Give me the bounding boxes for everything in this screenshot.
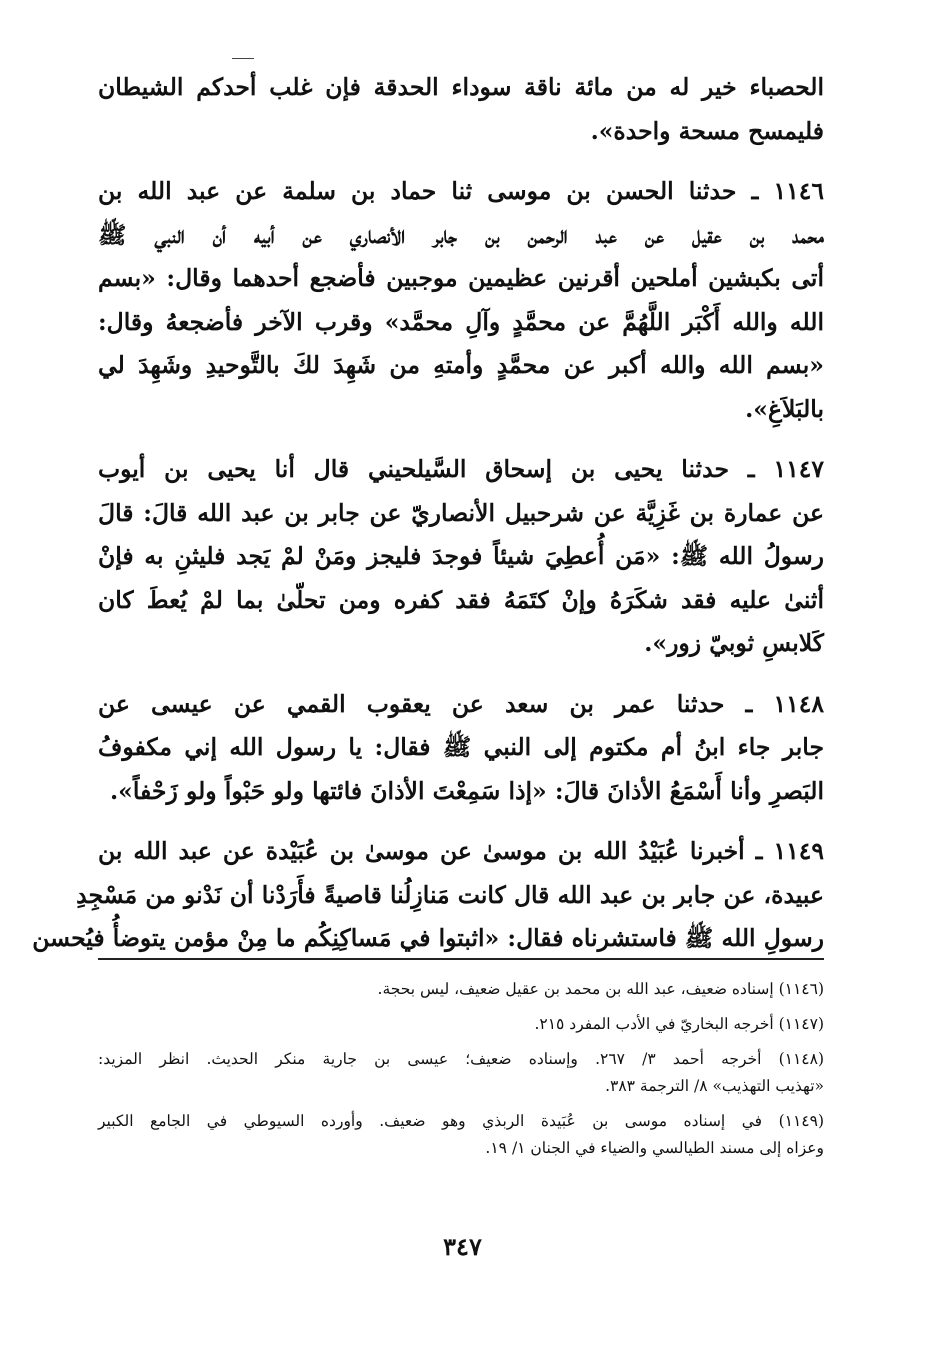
footnote-line: (١١٤٦) إسناده ضعيف، عبد الله بن محمد بن عقيل ضعيف، ليس بحجة. xyxy=(377,980,824,998)
text-line: الحصباء خير له من مائة ناقة سوداء الحدقة فإن غلب أحدكم الشيطان xyxy=(98,73,824,101)
hadith-1147 xyxy=(98,448,824,666)
hadith-1148 xyxy=(98,683,824,814)
text-line: ١١٤٨ ـ حدثنا عمر بن سعد عن يعقوب القمي عن عيسى عن xyxy=(98,689,824,718)
text-line: ١١٤٧ ـ حدثنا يحيى بن إسحاق السَّيلحيني قال أنا يحيى بن أيوب xyxy=(98,455,824,483)
footnote-line: «تهذيب التهذيب» ٨/ الترجمة ٣٨٣. xyxy=(605,1077,824,1095)
footnote-separator xyxy=(98,958,824,960)
footnotes xyxy=(98,976,824,1170)
text-line: «بسم الله والله أكبر عن محمَّدٍ وأمتهِ من شَهِدَ لكَ بالتَّوحيدِ وشَهِدَ لي xyxy=(98,351,824,379)
footnote-1147 xyxy=(98,1011,824,1038)
text-line: الله والله أَكْبَر اللَّهُمَّ عن محمَّدٍ وآلِ محمَّد» وقرب الآخر فأضجعهُ وقال: xyxy=(98,307,824,336)
footnote-line: (١١٤٨) أخرجه أحمد ٣/ ٢٦٧. وإسناده ضعيف؛ عيسى بن جارية منكر الحديث. انظر المزيد: xyxy=(98,1050,824,1068)
top-mark xyxy=(232,58,254,59)
text-line: رسولِ الله ﷺ فاستشرناه فقال: «اثبتوا في مَساكِنِكُم ما مِنْ مؤمن يتوضأُ فيُحسن xyxy=(32,924,824,952)
text-line: رسولُ الله ﷺ: «مَن أُعطِيَ شيئاً فوجدَ فليجز ومَنْ لمْ يَجد فليثنِ به فإنْ xyxy=(98,542,824,570)
text-line: بالبَلاَغِ». xyxy=(745,394,824,423)
text-line: محمد بن عقيل عن عبد الرحمن بن جابر الأنصاري عن أبيه أن النبي ﷺ xyxy=(98,220,824,249)
hadith-1149 xyxy=(32,830,824,961)
footnote-1148 xyxy=(98,1046,824,1100)
text-line: ١١٤٩ ـ أخبرنا عُبَيْدُ الله بن موسىٰ عن موسىٰ بن عُبَيْدة عن عبد الله بن xyxy=(98,837,824,865)
text-line: عبيدة، عن جابر بن عبد الله قال كانت مَنازِلُنا قاصيةً فأَرَدْنا أن نَدْنو من مَسْجِدِ xyxy=(76,880,824,909)
main-text xyxy=(32,66,824,978)
hadith-1146 xyxy=(98,170,824,431)
paragraph-continuation xyxy=(98,66,824,153)
text-line: جابر جاء ابنُ أم مكتوم إلى النبي ﷺ فقال: يا رسول الله إني مكفوفُ xyxy=(98,733,824,761)
text-line: أتى بكبشين أملحين أقرنين عظيمين موجبين فأضجع أحدهما وقال: «بسم xyxy=(98,264,824,292)
footnote-1149 xyxy=(98,1108,824,1162)
text-line: فليمسح مسحة واحدة». xyxy=(590,116,824,145)
page-number: ٣٤٧ xyxy=(443,1232,482,1261)
text-line: كَلابسِ ثوبيّ زور». xyxy=(644,629,824,657)
footnote-line: وعزاه إلى مسند الطيالسي والضياء في الجنان ١/ ١٩. xyxy=(485,1139,824,1157)
text-line: ١١٤٦ ـ حدثنا الحسن بن موسى ثنا حماد بن سلمة عن عبد الله بن xyxy=(98,177,824,205)
footnote-line: (١١٤٧) أخرجه البخاريّ في الأدب المفرد ٢١٥. xyxy=(534,1015,824,1033)
text-line: البَصرِ وأنا أَسْمَعُ الأذانَ قالَ: «إذا سَمِعْتَ الأذانَ فائتها ولو حَبْواً ولو زَحْفاً». xyxy=(110,776,824,805)
footnote-1146 xyxy=(98,976,824,1003)
footnote-line: (١١٤٩) في إسناده موسى بن عُبَيدة الربذي وهو ضعيف. وأورده السيوطي في الجامع الكبير xyxy=(98,1112,824,1130)
text-line: عن عمارة بن غَزِيَّة عن شرحبيل الأنصاريّ عن جابر بن عبد الله قالَ: قالَ xyxy=(98,498,824,527)
text-line: أثنىٰ عليه فقد شكَرَهُ وإنْ كتَمَهُ فقد كفره ومن تحلّىٰ بما لمْ يُعطَ كان xyxy=(98,585,824,614)
